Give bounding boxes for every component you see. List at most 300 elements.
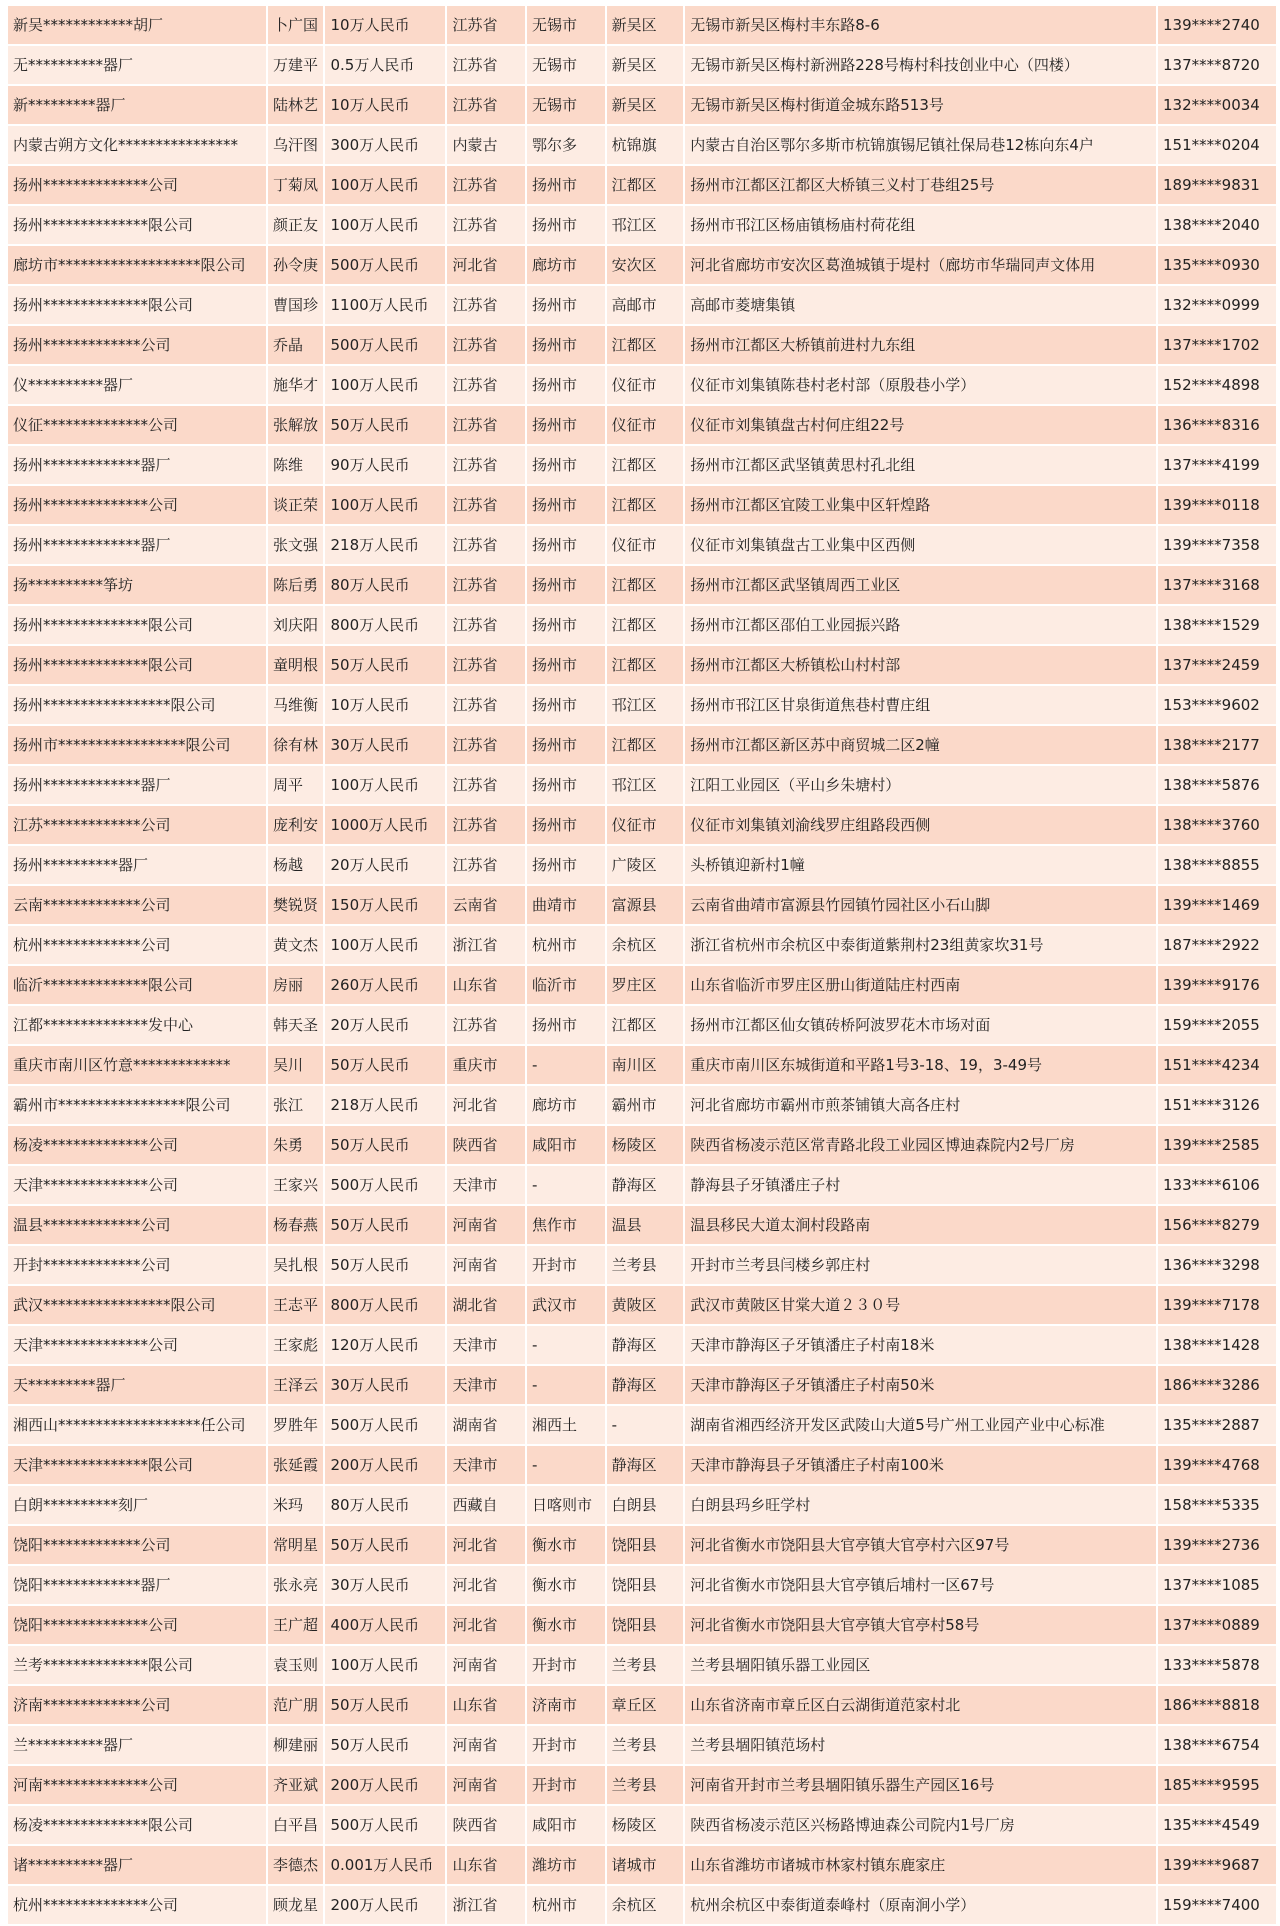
registered-capital-cell: 500万人民币 <box>325 1406 445 1444</box>
province-cell: 江苏省 <box>447 46 525 84</box>
district-cell: 静海区 <box>607 1326 684 1364</box>
address-cell: 扬州市邗江区甘泉街道焦巷村曹庄组 <box>685 686 1156 724</box>
province-cell: 江苏省 <box>447 1006 525 1044</box>
legal-person-cell: 卜广国 <box>268 6 323 44</box>
city-cell: 曲靖市 <box>527 886 605 924</box>
company-name-cell: 扬州**************公司 <box>8 486 266 524</box>
registered-capital-cell: 120万人民币 <box>325 1326 445 1364</box>
company-name-cell: 天*********器厂 <box>8 1366 266 1404</box>
address-cell: 仪征市刘集镇盘古工业集中区西侧 <box>685 526 1156 564</box>
phone-cell: 187****2922 <box>1158 926 1276 964</box>
company-name-cell: 无**********器厂 <box>8 46 266 84</box>
district-cell: 饶阳县 <box>607 1566 684 1604</box>
phone-cell: 139****2740 <box>1158 6 1276 44</box>
district-cell: 高邮市 <box>607 286 684 324</box>
legal-person-cell: 白平昌 <box>268 1806 323 1844</box>
district-cell: 兰考县 <box>607 1726 684 1764</box>
table-row <box>8 446 1276 484</box>
phone-cell: 159****2055 <box>1158 1006 1276 1044</box>
address-cell: 河南省开封市兰考县堌阳镇乐器生产园区16号 <box>685 1766 1156 1804</box>
registered-capital-cell: 100万人民币 <box>325 926 445 964</box>
city-cell: 鄂尔多 <box>527 126 605 164</box>
phone-cell: 138****3760 <box>1158 806 1276 844</box>
company-name-cell: 江都**************发中心 <box>8 1006 266 1044</box>
company-name-cell: 扬州**************公司 <box>8 166 266 204</box>
registered-capital-cell: 50万人民币 <box>325 1526 445 1564</box>
district-cell: 南川区 <box>607 1046 684 1084</box>
address-cell: 陕西省杨凌示范区常青路北段工业园区博迪森院内2号厂房 <box>685 1126 1156 1164</box>
address-cell: 头桥镇迎新村1幢 <box>685 846 1156 884</box>
address-cell: 扬州市江都区仙女镇砖桥阿波罗花木市场对面 <box>685 1006 1156 1044</box>
address-cell: 无锡市新吴区梅村丰东路8-6 <box>685 6 1156 44</box>
legal-person-cell: 谈正荣 <box>268 486 323 524</box>
city-cell: 湘西土 <box>527 1406 605 1444</box>
phone-cell: 139****0118 <box>1158 486 1276 524</box>
address-cell: 扬州市江都区武坚镇周西工业区 <box>685 566 1156 604</box>
table-row <box>8 1646 1276 1684</box>
district-cell: 诸城市 <box>607 1846 684 1884</box>
registered-capital-cell: 100万人民币 <box>325 366 445 404</box>
table-row <box>8 1046 1276 1084</box>
address-cell: 天津市静海区子牙镇潘庄子村南50米 <box>685 1366 1156 1404</box>
province-cell: 江苏省 <box>447 526 525 564</box>
registered-capital-cell: 50万人民币 <box>325 1126 445 1164</box>
province-cell: 江苏省 <box>447 406 525 444</box>
address-cell: 浙江省杭州市余杭区中泰街道紫荆村23组黄家坎31号 <box>685 926 1156 964</box>
district-cell: 江都区 <box>607 606 684 644</box>
address-cell: 扬州市江都区江都区大桥镇三义村丁巷组25号 <box>685 166 1156 204</box>
registered-capital-cell: 500万人民币 <box>325 246 445 284</box>
legal-person-cell: 曹国珍 <box>268 286 323 324</box>
address-cell: 河北省廊坊市霸州市煎茶铺镇大高各庄村 <box>685 1086 1156 1124</box>
company-name-cell: 扬州**************限公司 <box>8 286 266 324</box>
district-cell: 江都区 <box>607 646 684 684</box>
city-cell: 潍坊市 <box>527 1846 605 1884</box>
phone-cell: 139****1469 <box>1158 886 1276 924</box>
district-cell: 广陵区 <box>607 846 684 884</box>
table-row <box>8 166 1276 204</box>
registered-capital-cell: 10万人民币 <box>325 686 445 724</box>
phone-cell: 135****0930 <box>1158 246 1276 284</box>
district-cell: 杨陵区 <box>607 1126 684 1164</box>
company-name-cell: 扬州*************器厂 <box>8 526 266 564</box>
registered-capital-cell: 1100万人民币 <box>325 286 445 324</box>
province-cell: 浙江省 <box>447 926 525 964</box>
district-cell: 章丘区 <box>607 1686 684 1724</box>
table-row <box>8 886 1276 924</box>
company-name-cell: 济南*************公司 <box>8 1686 266 1724</box>
province-cell: 江苏省 <box>447 606 525 644</box>
city-cell: 咸阳市 <box>527 1126 605 1164</box>
registered-capital-cell: 800万人民币 <box>325 606 445 644</box>
address-cell: 杭州余杭区中泰街道泰峰村（原南涧小学） <box>685 1886 1156 1924</box>
company-name-cell: 廊坊市*******************限公司 <box>8 246 266 284</box>
legal-person-cell: 房丽 <box>268 966 323 1004</box>
province-cell: 山东省 <box>447 1686 525 1724</box>
company-name-cell: 白朗**********刻厂 <box>8 1486 266 1524</box>
legal-person-cell: 韩天圣 <box>268 1006 323 1044</box>
registered-capital-cell: 100万人民币 <box>325 766 445 804</box>
company-table <box>6 4 1278 1926</box>
phone-cell: 152****4898 <box>1158 366 1276 404</box>
address-cell: 河北省衡水市饶阳县大官亭镇大官亭村58号 <box>685 1606 1156 1644</box>
district-cell: - <box>607 1406 684 1444</box>
city-cell: 开封市 <box>527 1646 605 1684</box>
province-cell: 江苏省 <box>447 6 525 44</box>
city-cell: 无锡市 <box>527 6 605 44</box>
province-cell: 陕西省 <box>447 1126 525 1164</box>
province-cell: 江苏省 <box>447 806 525 844</box>
city-cell: 开封市 <box>527 1726 605 1764</box>
table-row <box>8 1246 1276 1284</box>
phone-cell: 137****3168 <box>1158 566 1276 604</box>
table-row <box>8 206 1276 244</box>
registered-capital-cell: 20万人民币 <box>325 1006 445 1044</box>
registered-capital-cell: 10万人民币 <box>325 86 445 124</box>
province-cell: 江苏省 <box>447 766 525 804</box>
table-row <box>8 926 1276 964</box>
legal-person-cell: 马维衡 <box>268 686 323 724</box>
table-row <box>8 1326 1276 1364</box>
company-name-cell: 诸**********器厂 <box>8 1846 266 1884</box>
legal-person-cell: 黄文杰 <box>268 926 323 964</box>
district-cell: 仪征市 <box>607 366 684 404</box>
company-name-cell: 天津**************公司 <box>8 1326 266 1364</box>
district-cell: 兰考县 <box>607 1646 684 1684</box>
city-cell: 无锡市 <box>527 86 605 124</box>
phone-cell: 136****8316 <box>1158 406 1276 444</box>
district-cell: 江都区 <box>607 166 684 204</box>
province-cell: 河北省 <box>447 1566 525 1604</box>
table-row <box>8 606 1276 644</box>
legal-person-cell: 张文强 <box>268 526 323 564</box>
legal-person-cell: 李德杰 <box>268 1846 323 1884</box>
address-cell: 无锡市新吴区梅村新洲路228号梅村科技创业中心（四楼） <box>685 46 1156 84</box>
phone-cell: 159****7400 <box>1158 1886 1276 1924</box>
table-row <box>8 1206 1276 1244</box>
legal-person-cell: 王家兴 <box>268 1166 323 1204</box>
legal-person-cell: 吴川 <box>268 1046 323 1084</box>
company-name-cell: 扬**********筝坊 <box>8 566 266 604</box>
city-cell: 扬州市 <box>527 326 605 364</box>
city-cell: 扬州市 <box>527 1006 605 1044</box>
company-name-cell: 饶阳**************公司 <box>8 1606 266 1644</box>
phone-cell: 139****4768 <box>1158 1446 1276 1484</box>
district-cell: 邗江区 <box>607 206 684 244</box>
registered-capital-cell: 200万人民币 <box>325 1766 445 1804</box>
registered-capital-cell: 218万人民币 <box>325 1086 445 1124</box>
table-row <box>8 566 1276 604</box>
district-cell: 静海区 <box>607 1446 684 1484</box>
registered-capital-cell: 500万人民币 <box>325 1166 445 1204</box>
district-cell: 罗庄区 <box>607 966 684 1004</box>
registered-capital-cell: 90万人民币 <box>325 446 445 484</box>
city-cell: 焦作市 <box>527 1206 605 1244</box>
province-cell: 陕西省 <box>447 1806 525 1844</box>
table-row <box>8 1566 1276 1604</box>
address-cell: 扬州市江都区大桥镇前进村九东组 <box>685 326 1156 364</box>
company-name-cell: 仪**********器厂 <box>8 366 266 404</box>
province-cell: 江苏省 <box>447 166 525 204</box>
city-cell: 扬州市 <box>527 846 605 884</box>
phone-cell: 189****9831 <box>1158 166 1276 204</box>
table-row <box>8 1126 1276 1164</box>
table-row <box>8 1086 1276 1124</box>
province-cell: 西藏自 <box>447 1486 525 1524</box>
phone-cell: 138****5876 <box>1158 766 1276 804</box>
city-cell: 衡水市 <box>527 1566 605 1604</box>
province-cell: 浙江省 <box>447 1886 525 1924</box>
city-cell: 日喀则市 <box>527 1486 605 1524</box>
district-cell: 富源县 <box>607 886 684 924</box>
table-row <box>8 1406 1276 1444</box>
company-name-cell: 杨凌**************限公司 <box>8 1806 266 1844</box>
legal-person-cell: 齐亚斌 <box>268 1766 323 1804</box>
city-cell: 扬州市 <box>527 446 605 484</box>
registered-capital-cell: 200万人民币 <box>325 1446 445 1484</box>
company-name-cell: 饶阳*************器厂 <box>8 1566 266 1604</box>
address-cell: 山东省济南市章丘区白云湖街道范家村北 <box>685 1686 1156 1724</box>
table-body <box>8 6 1276 1924</box>
phone-cell: 158****5335 <box>1158 1486 1276 1524</box>
registered-capital-cell: 1000万人民币 <box>325 806 445 844</box>
province-cell: 江苏省 <box>447 566 525 604</box>
company-name-cell: 扬州**********器厂 <box>8 846 266 884</box>
registered-capital-cell: 500万人民币 <box>325 326 445 364</box>
province-cell: 云南省 <box>447 886 525 924</box>
legal-person-cell: 张永亮 <box>268 1566 323 1604</box>
company-name-cell: 扬州**************限公司 <box>8 606 266 644</box>
district-cell: 邗江区 <box>607 766 684 804</box>
city-cell: 扬州市 <box>527 486 605 524</box>
company-name-cell: 新*********器厂 <box>8 86 266 124</box>
address-cell: 温县移民大道太涧村段路南 <box>685 1206 1156 1244</box>
province-cell: 江苏省 <box>447 686 525 724</box>
legal-person-cell: 杨越 <box>268 846 323 884</box>
address-cell: 扬州市江都区邵伯工业园振兴路 <box>685 606 1156 644</box>
table-row <box>8 246 1276 284</box>
city-cell: 开封市 <box>527 1246 605 1284</box>
legal-person-cell: 万建平 <box>268 46 323 84</box>
registered-capital-cell: 300万人民币 <box>325 126 445 164</box>
registered-capital-cell: 50万人民币 <box>325 406 445 444</box>
registered-capital-cell: 218万人民币 <box>325 526 445 564</box>
company-name-cell: 杭州**************公司 <box>8 1886 266 1924</box>
province-cell: 湖南省 <box>447 1406 525 1444</box>
province-cell: 江苏省 <box>447 486 525 524</box>
province-cell: 河南省 <box>447 1766 525 1804</box>
company-name-cell: 天津**************限公司 <box>8 1446 266 1484</box>
phone-cell: 186****3286 <box>1158 1366 1276 1404</box>
district-cell: 余杭区 <box>607 926 684 964</box>
district-cell: 仪征市 <box>607 806 684 844</box>
table-row <box>8 646 1276 684</box>
phone-cell: 132****0034 <box>1158 86 1276 124</box>
province-cell: 河北省 <box>447 246 525 284</box>
address-cell: 兰考县堌阳镇范场村 <box>685 1726 1156 1764</box>
district-cell: 安次区 <box>607 246 684 284</box>
city-cell: 扬州市 <box>527 166 605 204</box>
phone-cell: 138****2177 <box>1158 726 1276 764</box>
address-cell: 江阳工业园区（平山乡朱塘村） <box>685 766 1156 804</box>
table-row <box>8 366 1276 404</box>
phone-cell: 139****2736 <box>1158 1526 1276 1564</box>
province-cell: 山东省 <box>447 1846 525 1884</box>
phone-cell: 153****9602 <box>1158 686 1276 724</box>
legal-person-cell: 王志平 <box>268 1286 323 1324</box>
district-cell: 杨陵区 <box>607 1806 684 1844</box>
legal-person-cell: 柳建丽 <box>268 1726 323 1764</box>
company-name-cell: 天津**************公司 <box>8 1166 266 1204</box>
registered-capital-cell: 10万人民币 <box>325 6 445 44</box>
registered-capital-cell: 100万人民币 <box>325 1646 445 1684</box>
table-row <box>8 1366 1276 1404</box>
province-cell: 江苏省 <box>447 86 525 124</box>
company-name-cell: 扬州**************限公司 <box>8 646 266 684</box>
district-cell: 江都区 <box>607 326 684 364</box>
table-row <box>8 846 1276 884</box>
province-cell: 江苏省 <box>447 206 525 244</box>
legal-person-cell: 樊锐贤 <box>268 886 323 924</box>
address-cell: 开封市兰考县闫楼乡郭庄村 <box>685 1246 1156 1284</box>
registered-capital-cell: 50万人民币 <box>325 1686 445 1724</box>
city-cell: 杭州市 <box>527 926 605 964</box>
legal-person-cell: 徐有林 <box>268 726 323 764</box>
registered-capital-cell: 400万人民币 <box>325 1606 445 1644</box>
table-row <box>8 686 1276 724</box>
table-row <box>8 1886 1276 1924</box>
district-cell: 仪征市 <box>607 526 684 564</box>
company-name-cell: 扬州**************限公司 <box>8 206 266 244</box>
province-cell: 江苏省 <box>447 726 525 764</box>
legal-person-cell: 范广朋 <box>268 1686 323 1724</box>
address-cell: 扬州市江都区大桥镇松山村村部 <box>685 646 1156 684</box>
province-cell: 山东省 <box>447 966 525 1004</box>
province-cell: 河北省 <box>447 1526 525 1564</box>
address-cell: 山东省临沂市罗庄区册山街道陆庄村西南 <box>685 966 1156 1004</box>
company-table-container <box>6 4 1278 1926</box>
company-name-cell: 云南*************公司 <box>8 886 266 924</box>
legal-person-cell: 周平 <box>268 766 323 804</box>
district-cell: 静海区 <box>607 1166 684 1204</box>
phone-cell: 138****8855 <box>1158 846 1276 884</box>
district-cell: 饶阳县 <box>607 1526 684 1564</box>
company-name-cell: 霸州市*****************限公司 <box>8 1086 266 1124</box>
legal-person-cell: 罗胜年 <box>268 1406 323 1444</box>
address-cell: 扬州市江都区武坚镇黄思村孔北组 <box>685 446 1156 484</box>
table-row <box>8 806 1276 844</box>
legal-person-cell: 刘庆阳 <box>268 606 323 644</box>
legal-person-cell: 颜正友 <box>268 206 323 244</box>
city-cell: 衡水市 <box>527 1526 605 1564</box>
legal-person-cell: 王泽云 <box>268 1366 323 1404</box>
registered-capital-cell: 150万人民币 <box>325 886 445 924</box>
phone-cell: 138****1428 <box>1158 1326 1276 1364</box>
company-name-cell: 开封*************公司 <box>8 1246 266 1284</box>
district-cell: 新吴区 <box>607 46 684 84</box>
legal-person-cell: 米玛 <box>268 1486 323 1524</box>
city-cell: 开封市 <box>527 1766 605 1804</box>
address-cell: 云南省曲靖市富源县竹园镇竹园社区小石山脚 <box>685 886 1156 924</box>
province-cell: 天津市 <box>447 1446 525 1484</box>
phone-cell: 133****5878 <box>1158 1646 1276 1684</box>
district-cell: 新吴区 <box>607 6 684 44</box>
legal-person-cell: 庞利安 <box>268 806 323 844</box>
legal-person-cell: 陆林艺 <box>268 86 323 124</box>
company-name-cell: 扬州*****************限公司 <box>8 686 266 724</box>
address-cell: 白朗县玛乡旺学村 <box>685 1486 1156 1524</box>
company-name-cell: 重庆市南川区竹意************* <box>8 1046 266 1084</box>
legal-person-cell: 陈后勇 <box>268 566 323 604</box>
table-row <box>8 1606 1276 1644</box>
phone-cell: 137****4199 <box>1158 446 1276 484</box>
legal-person-cell: 施华才 <box>268 366 323 404</box>
legal-person-cell: 袁玉则 <box>268 1646 323 1684</box>
province-cell: 河北省 <box>447 1606 525 1644</box>
address-cell: 扬州市江都区新区苏中商贸城二区2幢 <box>685 726 1156 764</box>
address-cell: 静海县子牙镇潘庄子村 <box>685 1166 1156 1204</box>
registered-capital-cell: 100万人民币 <box>325 206 445 244</box>
registered-capital-cell: 30万人民币 <box>325 1566 445 1604</box>
province-cell: 河南省 <box>447 1206 525 1244</box>
company-name-cell: 扬州*************公司 <box>8 326 266 364</box>
registered-capital-cell: 100万人民币 <box>325 486 445 524</box>
district-cell: 黄陂区 <box>607 1286 684 1324</box>
district-cell: 江都区 <box>607 446 684 484</box>
registered-capital-cell: 30万人民币 <box>325 726 445 764</box>
phone-cell: 139****9687 <box>1158 1846 1276 1884</box>
city-cell: 扬州市 <box>527 406 605 444</box>
phone-cell: 135****2887 <box>1158 1406 1276 1444</box>
phone-cell: 138****6754 <box>1158 1726 1276 1764</box>
city-cell: - <box>527 1166 605 1204</box>
phone-cell: 156****8279 <box>1158 1206 1276 1244</box>
address-cell: 山东省潍坊市诸城市林家村镇东鹿家庄 <box>685 1846 1156 1884</box>
district-cell: 温县 <box>607 1206 684 1244</box>
city-cell: 廊坊市 <box>527 1086 605 1124</box>
province-cell: 江苏省 <box>447 846 525 884</box>
phone-cell: 137****1085 <box>1158 1566 1276 1604</box>
district-cell: 饶阳县 <box>607 1606 684 1644</box>
address-cell: 湖南省湘西经济开发区武陵山大道5号广州工业园产业中心标准 <box>685 1406 1156 1444</box>
registered-capital-cell: 50万人民币 <box>325 1726 445 1764</box>
legal-person-cell: 张解放 <box>268 406 323 444</box>
city-cell: 扬州市 <box>527 726 605 764</box>
company-name-cell: 临沂**************限公司 <box>8 966 266 1004</box>
city-cell: 扬州市 <box>527 206 605 244</box>
address-cell: 无锡市新吴区梅村街道金城东路513号 <box>685 86 1156 124</box>
phone-cell: 151****3126 <box>1158 1086 1276 1124</box>
table-row <box>8 1526 1276 1564</box>
district-cell: 江都区 <box>607 566 684 604</box>
address-cell: 兰考县堌阳镇乐器工业园区 <box>685 1646 1156 1684</box>
city-cell: 扬州市 <box>527 566 605 604</box>
legal-person-cell: 张延霞 <box>268 1446 323 1484</box>
legal-person-cell: 丁菊凤 <box>268 166 323 204</box>
phone-cell: 136****3298 <box>1158 1246 1276 1284</box>
registered-capital-cell: 100万人民币 <box>325 166 445 204</box>
registered-capital-cell: 80万人民币 <box>325 1486 445 1524</box>
table-row <box>8 1726 1276 1764</box>
province-cell: 河南省 <box>447 1246 525 1284</box>
company-name-cell: 武汉*****************限公司 <box>8 1286 266 1324</box>
city-cell: 扬州市 <box>527 286 605 324</box>
legal-person-cell: 王家彪 <box>268 1326 323 1364</box>
city-cell: 扬州市 <box>527 686 605 724</box>
district-cell: 江都区 <box>607 486 684 524</box>
table-row <box>8 726 1276 764</box>
registered-capital-cell: 50万人民币 <box>325 646 445 684</box>
